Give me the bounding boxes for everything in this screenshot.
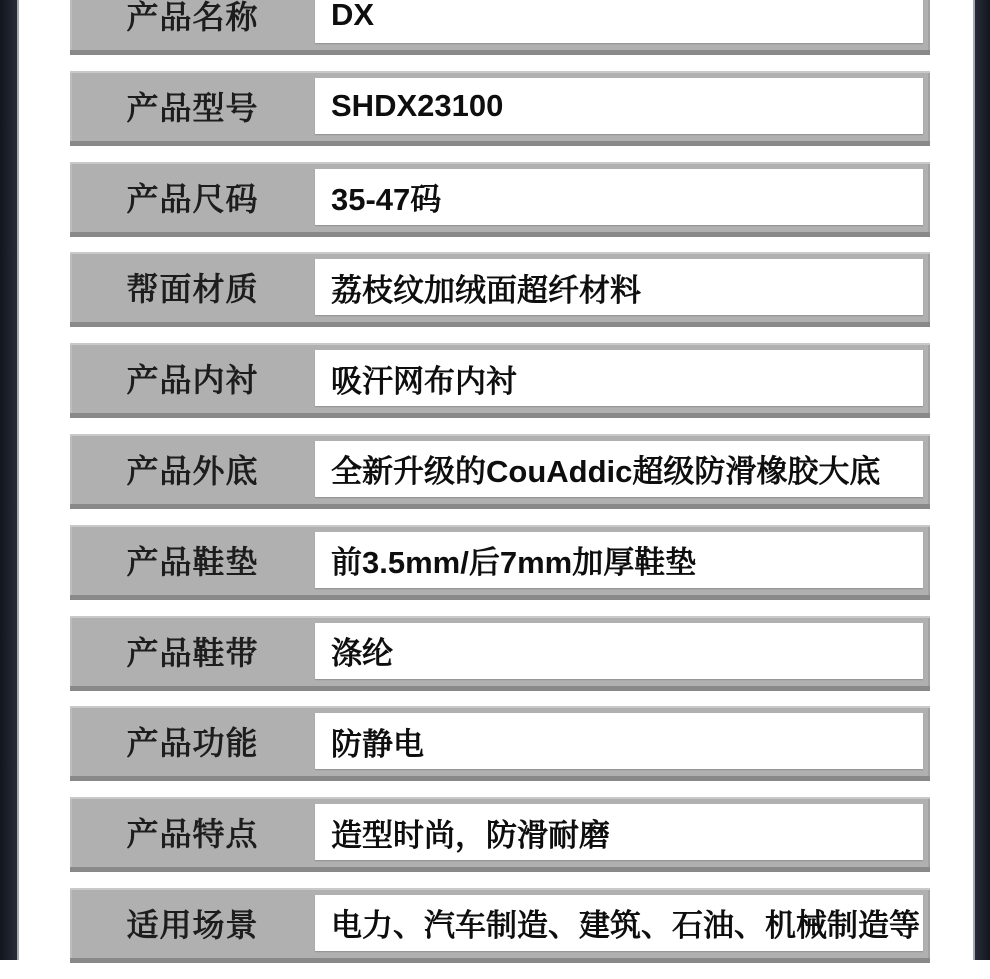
spec-row-value: 全新升级的CouAddic超级防滑橡胶大底: [331, 454, 881, 490]
spec-row-value-box: [315, 259, 923, 315]
spec-row-label: 帮面材质: [126, 271, 259, 308]
spec-row-value: 荔枝纹加绒面超纤材料: [331, 272, 641, 308]
spec-row-value-box: [315, 350, 923, 406]
spec-row-value: DX: [331, 0, 375, 32]
spec-row-value-box: [315, 169, 923, 225]
product-spec-table: [70, 0, 930, 979]
spec-row: [70, 616, 930, 691]
spec-row: [70, 162, 930, 237]
spec-row-value: 吸汗网布内衬: [331, 363, 517, 399]
spec-row: [70, 888, 930, 963]
spec-row-label: 产品功能: [126, 725, 259, 762]
spec-row-label: 产品特点: [126, 816, 259, 853]
spec-row-value: SHDX23100: [331, 87, 504, 123]
spec-row-label: 产品名称: [126, 0, 259, 35]
spec-row-value-box: [315, 0, 923, 43]
spec-row-value-box: [315, 713, 923, 769]
left-edge-bar: [0, 0, 19, 960]
spec-row-value: 电力、汽车制造、建筑、石油、机械制造等: [331, 908, 920, 944]
spec-row: [70, 0, 930, 55]
spec-row-value-box: [315, 78, 923, 134]
spec-row: [70, 434, 930, 509]
spec-row-value-box: [315, 895, 923, 951]
spec-row-label: 产品鞋带: [126, 634, 259, 671]
spec-row-value: 前3.5mm/后7mm加厚鞋垫: [331, 545, 697, 581]
spec-row-label: 适用场景: [126, 906, 259, 943]
spec-row-value-box: [315, 532, 923, 588]
spec-row: [70, 71, 930, 146]
spec-row-label: 产品尺码: [126, 180, 259, 217]
spec-row-value-box: [315, 623, 923, 679]
spec-row-value: 35-47码: [331, 182, 442, 218]
spec-row: [70, 343, 930, 418]
right-edge-bar: [973, 0, 990, 960]
spec-row-value-box: [315, 441, 923, 497]
spec-row: [70, 797, 930, 872]
spec-row-label: 产品内衬: [126, 362, 259, 399]
spec-row: [70, 252, 930, 327]
spec-row-value-box: [315, 804, 923, 860]
spec-row-label: 产品型号: [126, 89, 259, 126]
spec-row: [70, 706, 930, 781]
spec-row-label: 产品鞋垫: [126, 543, 259, 580]
spec-row-value: 造型时尚，防滑耐磨: [331, 817, 610, 853]
spec-row-value: 涤纶: [331, 636, 393, 672]
spec-row-label: 产品外底: [126, 452, 259, 489]
spec-row-value: 防静电: [331, 726, 424, 762]
spec-row: [70, 525, 930, 600]
